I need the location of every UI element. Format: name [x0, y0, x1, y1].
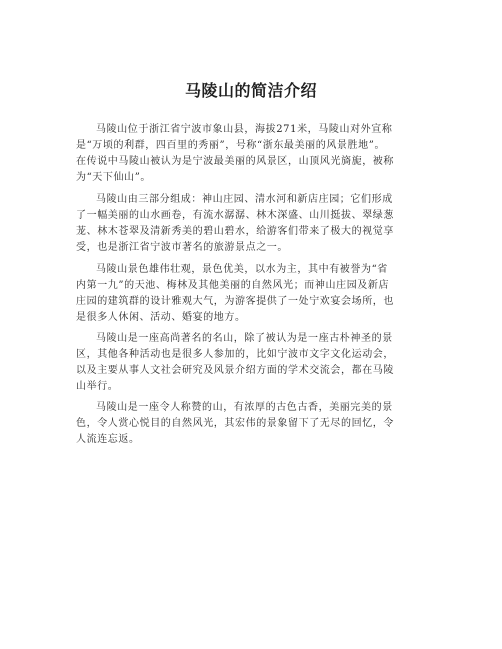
- paragraph-3-line-4: 是很多人休闲、活动、婚宴的地方。: [76, 312, 246, 323]
- paragraph-4-line-3: 以及主要从事人文社会研究及风景介绍方面的学术交流会，都在马陵: [76, 365, 394, 376]
- paragraph-1-line-2: 是“万顷的利群，四百里的秀丽”，号称“浙东最美丽的风景胜地”。: [76, 140, 386, 151]
- paragraph-4-line-2: 区，其他各种活动也是很多人参加的，比如宁波市文字文化运动会，: [76, 349, 394, 360]
- paragraph-3-line-3: 庄园的建筑群的设计雅观大气，为游客提供了一处宁欢宴会场所，也: [76, 296, 394, 307]
- paragraph-3-line-2: 内第一九”的天池、梅林及其他美丽的自然风光；而神山庄园及新店: [76, 280, 390, 291]
- paragraph-5-line-2: 色，令人赏心悦目的自然风光，其宏伟的景象留下了无尽的回忆，令: [76, 418, 394, 429]
- paragraph-3-line-1: 马陵山景色雄伟壮观，景色优美，以水为主，其中有被誉为“省: [96, 264, 388, 275]
- paragraph-1-line-1: 马陵山位于浙江省宁波市象山县，海拔271米，马陵山对外宣称: [96, 124, 393, 135]
- document-title: 马陵山的简洁介绍: [184, 81, 317, 100]
- paragraph-2-line-3: 茏、林木苍翠及清新秀美的碧山碧水，给游客们带来了极大的视觉享: [76, 226, 394, 237]
- paragraph-5-line-1: 马陵山是一座令人称赞的山，有浓厚的古色古香，美丽完美的景: [96, 402, 393, 413]
- paragraph-4-line-1: 马陵山是一座高尚著名的名山，除了被认为是一座古朴神圣的景: [96, 333, 393, 344]
- paragraph-2-line-4: 受，也是浙江省宁波市著名的旅游景点之一。: [76, 242, 288, 253]
- paragraph-4-line-4: 山举行。: [76, 381, 119, 392]
- paragraph-2-line-1: 马陵山由三部分组成：神山庄园、清水河和新店庄园；它们形成: [96, 194, 393, 205]
- paragraph-1-line-3: 在传说中马陵山被认为是宁波最美丽的风景区，山顶风光旖旎，被称: [76, 156, 394, 167]
- paragraph-2-line-2: 了一幅美丽的山水画卷，有流水潺潺、林木深盛、山川挺拔、翠绿葱: [76, 210, 394, 221]
- paragraph-1-line-4: 为“天下仙山”。: [76, 172, 152, 183]
- paragraph-5-line-3: 人流连忘返。: [76, 434, 140, 445]
